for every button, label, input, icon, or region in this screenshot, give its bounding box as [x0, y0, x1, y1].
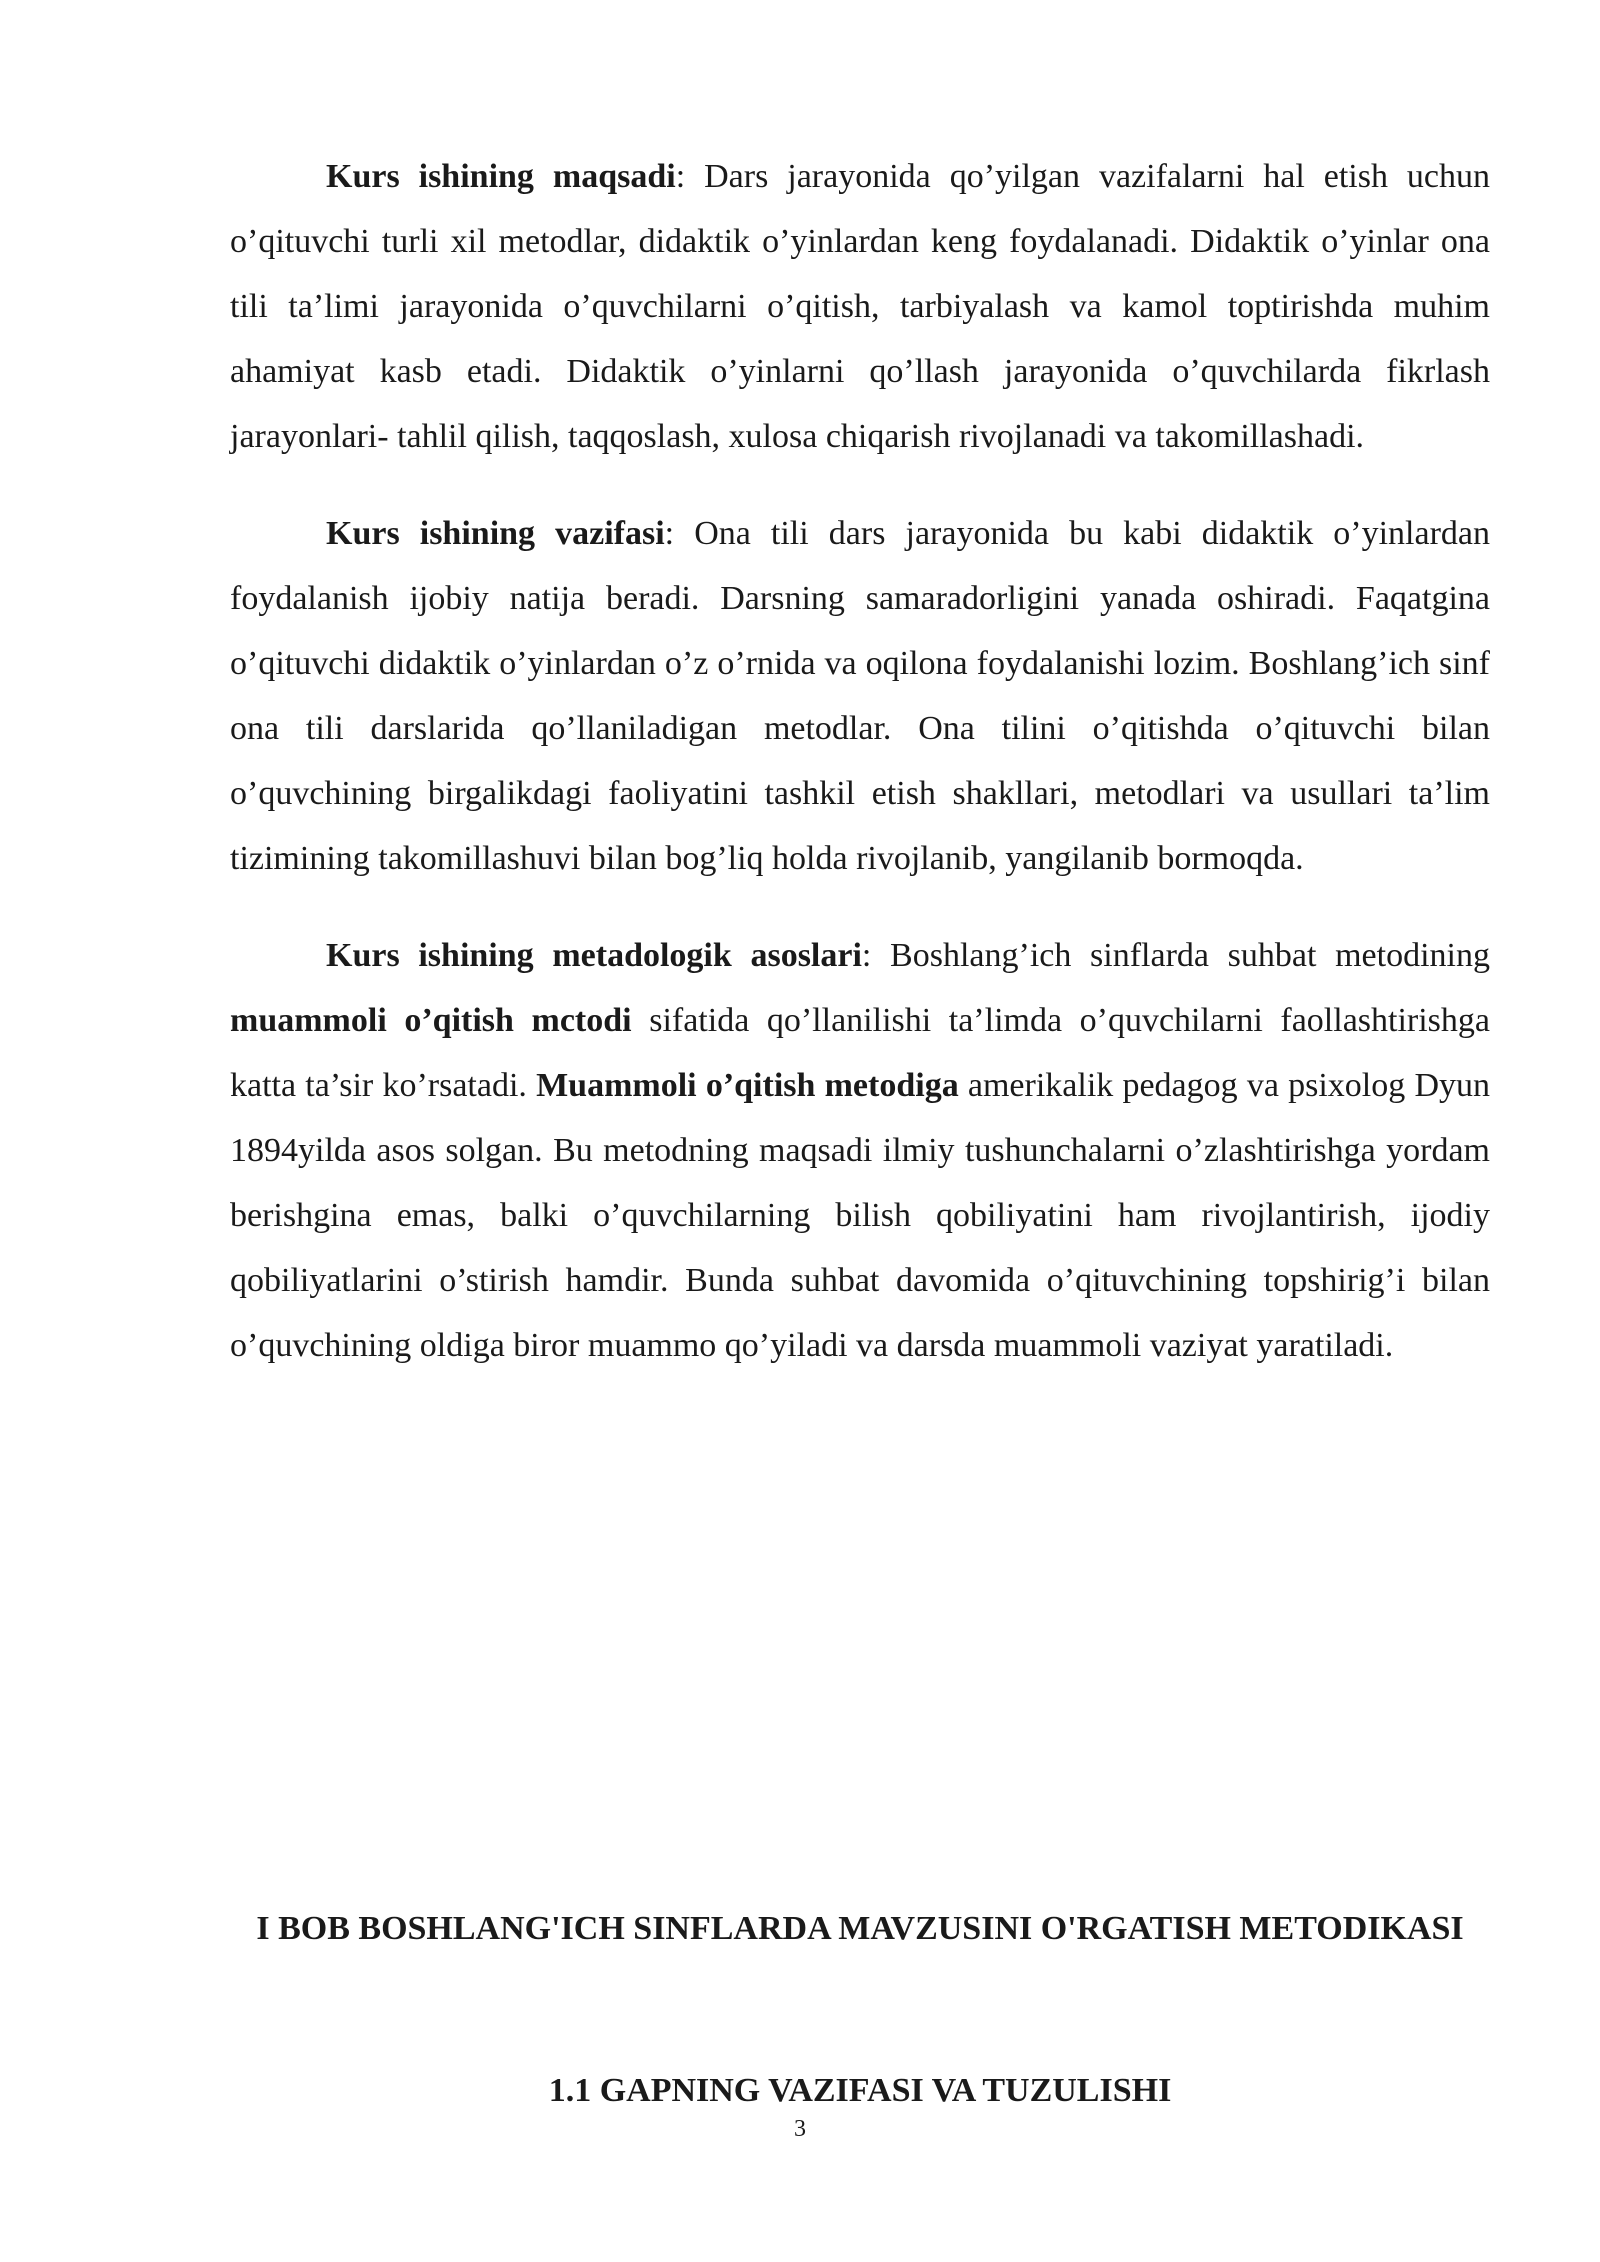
paragraph-tasks: [230, 501, 1490, 891]
section-heading: 1.1 GAPNING VAZIFASI VA TUZULISHI: [548, 2072, 1172, 2109]
methodology-text-2: sifatida qo’llanilishi ta’limda o’quvchilarni faollashtirishga katta ta’sir ko’rsatadi.: [230, 1002, 1490, 1104]
page-number: 3: [794, 2116, 806, 2142]
chapter-heading: I BOB BOSHLANG'ICH SINFLARDA MAVZUSINI O'RGATISH METODIKASI: [256, 1910, 1464, 1947]
methodology-bold-term-1: muammoli o’qitish mctodi: [230, 1002, 632, 1039]
methodology-heading: Kurs ishining metadologik asoslari: [326, 937, 862, 974]
tasks-heading: Kurs ishining vazifasi: [326, 515, 665, 552]
document-body: [230, 144, 1490, 1378]
paragraph-purpose: [230, 144, 1490, 469]
purpose-heading: Kurs ishining maqsadi: [326, 158, 676, 195]
methodology-text-3: amerikalik pedagog va psixolog Dyun 1894yilda asos solgan. Bu metodning maqsadi ilmiy tushunchalarni o’zlashtirishga yordam berishgina emas, balki o’quvchilarning bilish qobiliyatini ham rivojlantirish, ijodiy qobiliyatlarini o’stirish hamdir. Bunda suhbat davomida o’qituvchining topshirig’i bilan o’quvchining oldiga biror muammo qo’yiladi va darsda muammoli vaziyat yaratiladi.: [230, 1067, 1490, 1364]
tasks-text: : Ona tili dars jarayonida bu kabi didaktik o’yinlardan foydalanish ijobiy natija beradi. Darsning samaradorligini yanada oshiradi. Faqatgina o’qituvchi didaktik o’yinlardan o’z o’rnida va oqilona foydalanishi lozim. Boshlang’ich sinf ona tili darslarida qo’llaniladigan metodlar. Ona tilini o’qitishda o’qituvchi bilan o’quvchining birgalikdagi faoliyatini tashkil etish shakllari, metodlari va usullari ta’lim tizimining takomillashuvi bilan bog’liq holda rivojlanib, yangilanib bormoqda.: [230, 515, 1490, 877]
methodology-text-1: : Boshlang’ich sinflarda suhbat metodining: [861, 937, 1490, 974]
paragraph-methodology: [230, 923, 1490, 1378]
purpose-text: : Dars jarayonida qo’yilgan vazifalarni hal etish uchun o’qituvchi turli xil metodlar, didaktik o’yinlardan keng foydalanadi. Didaktik o’yinlar ona tili ta’limi jarayonida o’quvchilarni o’qitish, tarbiyalash va kamol toptirishda muhim ahamiyat kasb etadi. Didaktik o’yinlarni qo’llash jarayonida o’quvchilarda fikrlash jarayonlari- tahlil qilish, taqqoslash, xulosa chiqarish rivojlanadi va takomillashadi.: [230, 158, 1490, 455]
methodology-bold-term-2: Muammoli o’qitish metodiga: [536, 1067, 959, 1104]
